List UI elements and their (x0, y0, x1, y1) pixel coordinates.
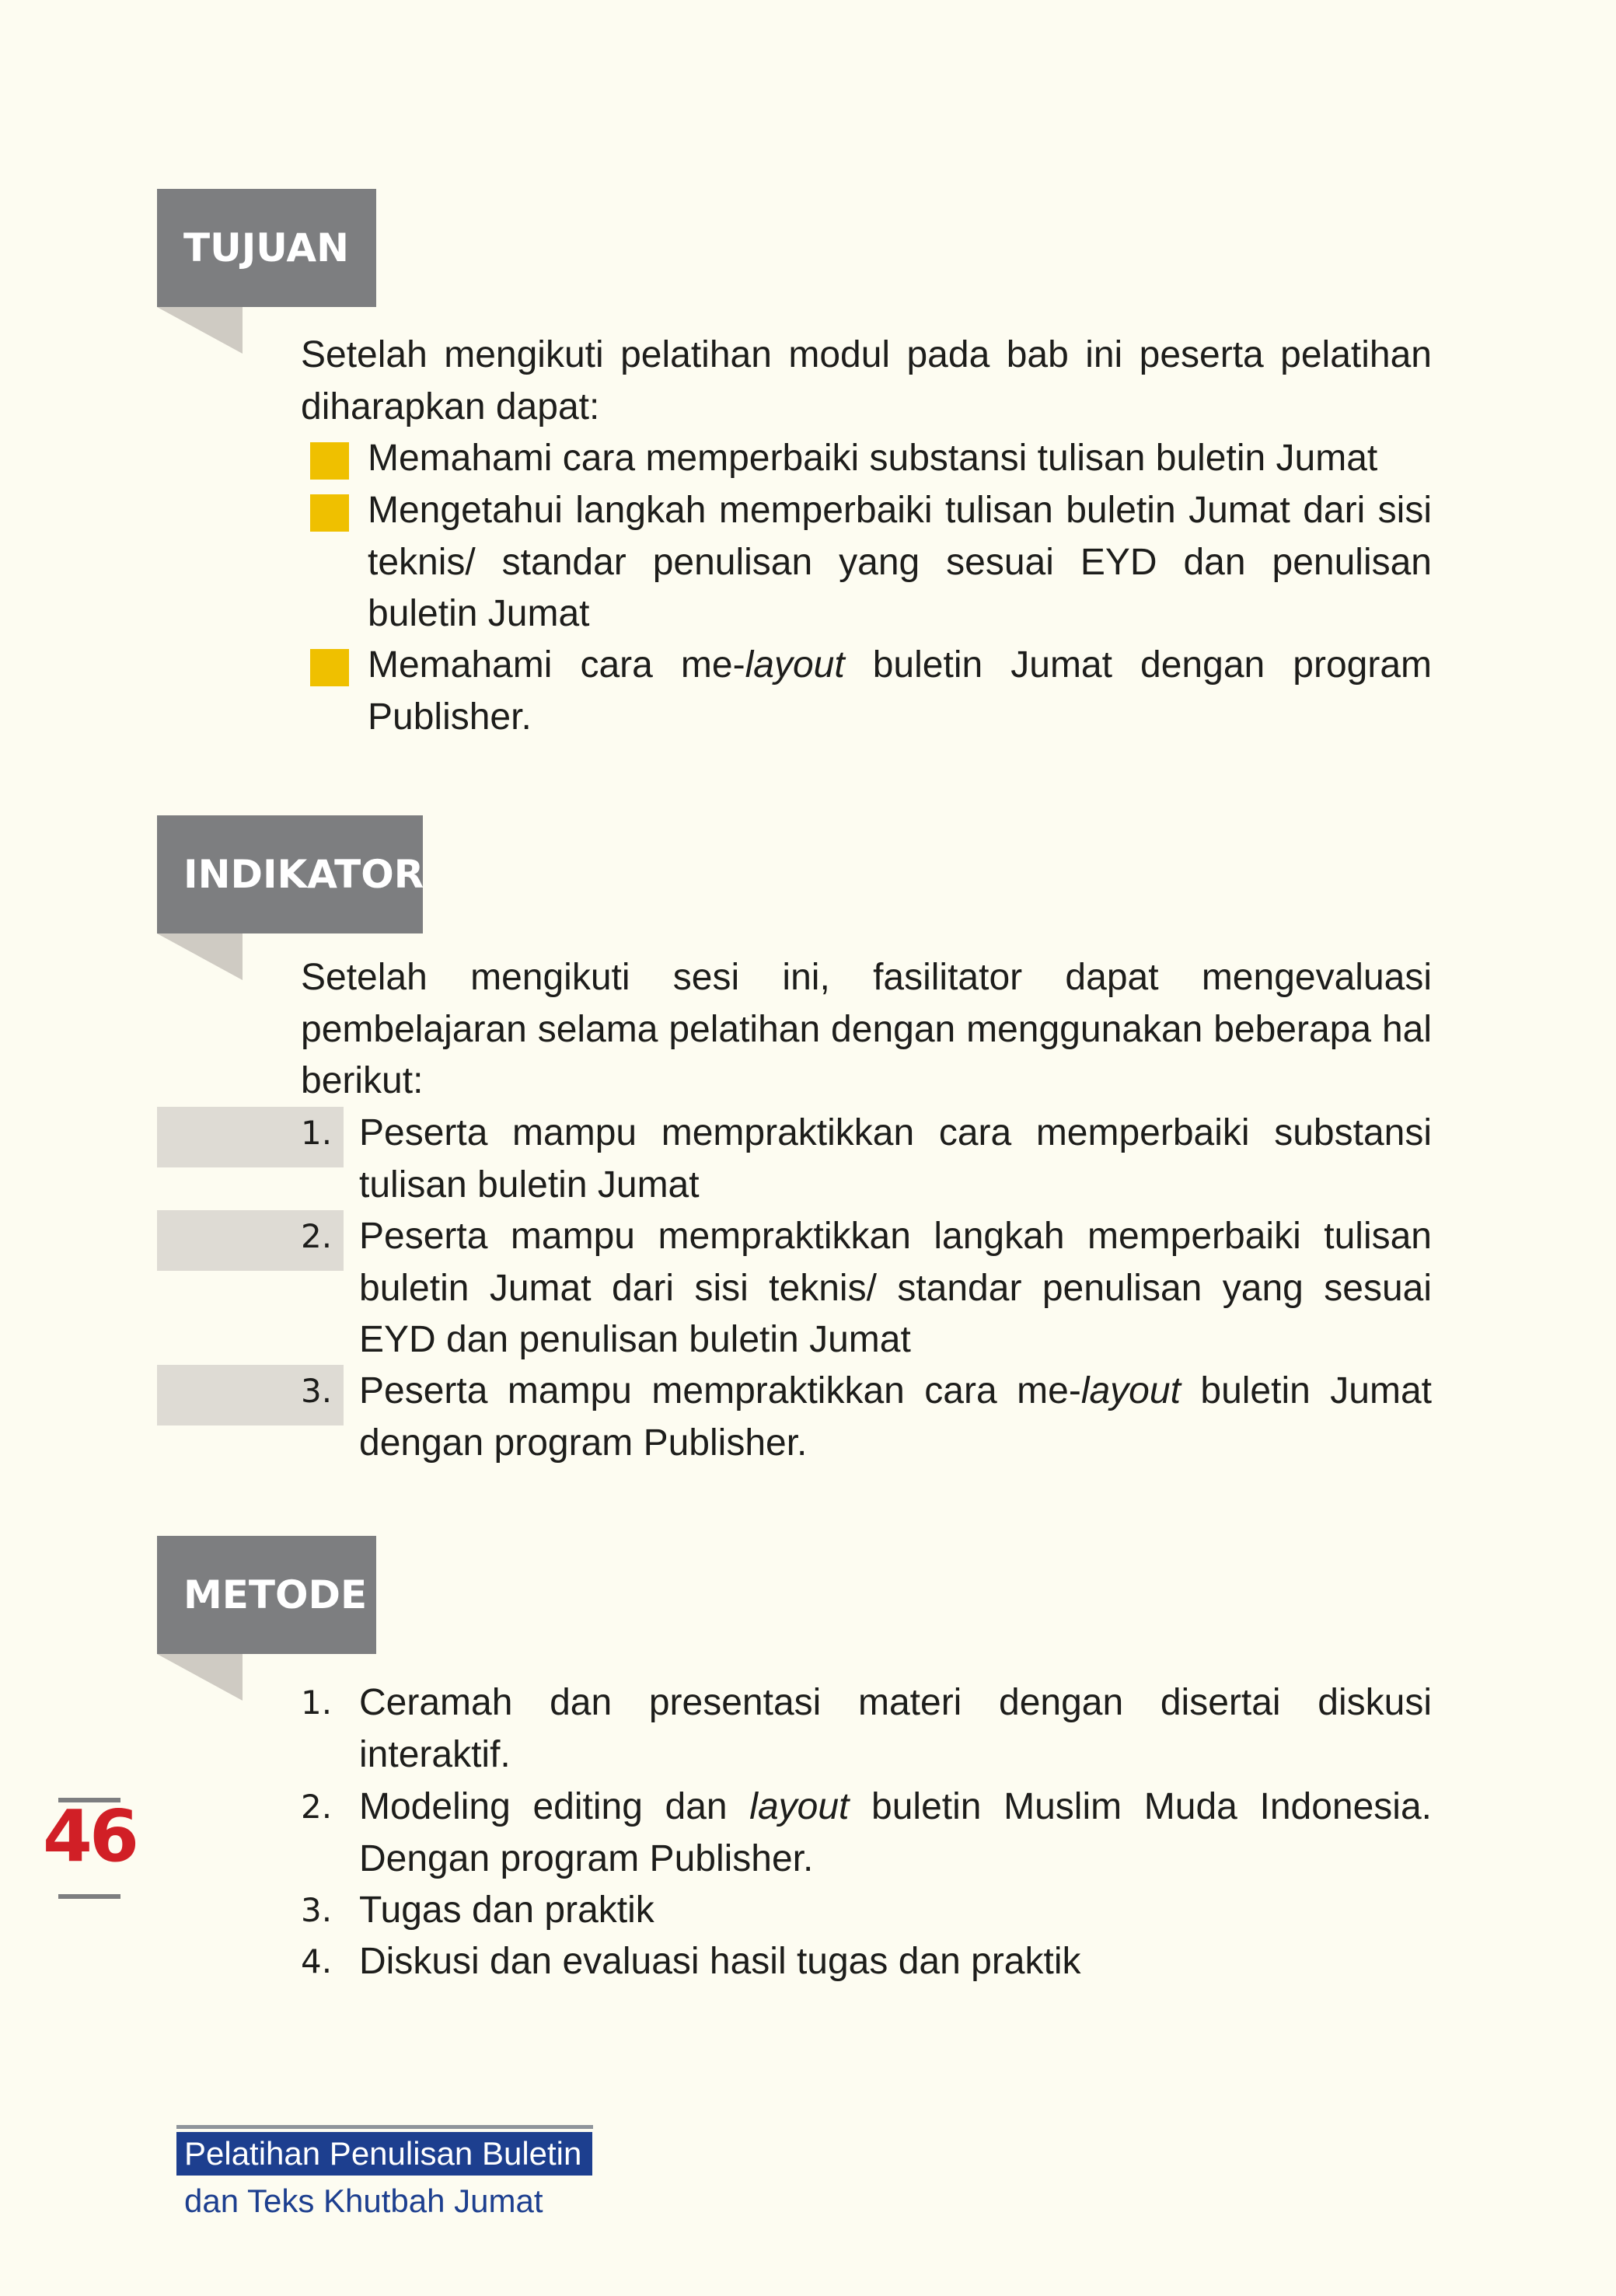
list-item (301, 1677, 1432, 1781)
item-number: 1. (301, 1684, 333, 1722)
footer-title-line2: dan Teks Khutbah Jumat (184, 2183, 543, 2219)
footer-rule (176, 2125, 593, 2129)
section-header-tujuan: TUJUAN (157, 189, 376, 307)
section-header-indikator: INDIKATOR (157, 815, 423, 933)
item-number: 2. (301, 1217, 333, 1255)
tujuan-intro: Setelah mengikuti pelatihan modul pada bab ini peserta pelatihan diharapkan dapat: (301, 334, 1432, 427)
item-text: Peserta mampu mempraktikkan cara memperbaiki substansi tulisan buletin Jumat (359, 1112, 1432, 1206)
list-item (301, 433, 1432, 484)
list-item (301, 1366, 1432, 1470)
item-number: 3. (301, 1891, 333, 1929)
list-item (301, 1108, 1432, 1212)
square-bullet-icon (310, 649, 349, 686)
list-item (301, 1211, 1432, 1366)
list-item (301, 1936, 1432, 1987)
bullet-text: Mengetahui langkah memperbaiki tulisan buletin Jumat dari sisi teknis/ standar penulisan yang sesuai EYD dan penulisan buletin Jumat (368, 490, 1432, 634)
item-text: Diskusi dan evaluasi hasil tugas dan praktik (359, 1941, 1081, 1982)
square-bullet-icon (310, 494, 349, 532)
item-text: Peserta mampu mempraktikkan langkah memperbaiki tulisan buletin Jumat dari sisi teknis/ standar penulisan yang sesuai EYD dan penulisan buletin Jumat (359, 1216, 1432, 1360)
indikator-intro: Setelah mengikuti sesi ini, fasilitator dapat mengevaluasi pembelajaran selama pelatihan dengan menggunakan beberapa hal berikut: (301, 957, 1432, 1101)
list-item (301, 640, 1432, 744)
item-number: 1. (301, 1114, 333, 1152)
page-number: 46 (42, 1795, 137, 1878)
list-item (301, 485, 1432, 640)
bullet-text: Memahami cara me-layout buletin Jumat dengan program Publisher. (368, 644, 1433, 738)
footer-title-line1: Pelatihan Penulisan Buletin (176, 2132, 592, 2176)
item-text: Modeling editing dan layout buletin Muslim Muda Indonesia. Dengan program Publisher. (359, 1786, 1433, 1879)
item-number: 3. (301, 1372, 333, 1410)
bullet-text: Memahami cara memperbaiki substansi tulisan buletin Jumat (368, 438, 1378, 479)
item-text: Ceramah dan presentasi materi dengan disertai diskusi interaktif. (359, 1682, 1432, 1775)
page-number-rule (58, 1894, 120, 1899)
list-item (301, 1781, 1432, 1886)
section-header-metode: METODE (157, 1536, 376, 1654)
item-text: Peserta mampu mempraktikkan cara me-layout buletin Jumat dengan program Publisher. (359, 1370, 1432, 1464)
square-bullet-icon (310, 442, 349, 480)
header-fold-decoration (157, 1654, 243, 1701)
header-fold-decoration (157, 307, 243, 354)
item-number: 4. (301, 1942, 333, 1980)
header-fold-decoration (157, 933, 243, 980)
list-item (301, 1885, 1432, 1936)
item-number: 2. (301, 1788, 333, 1826)
item-text: Tugas dan praktik (359, 1889, 654, 1931)
